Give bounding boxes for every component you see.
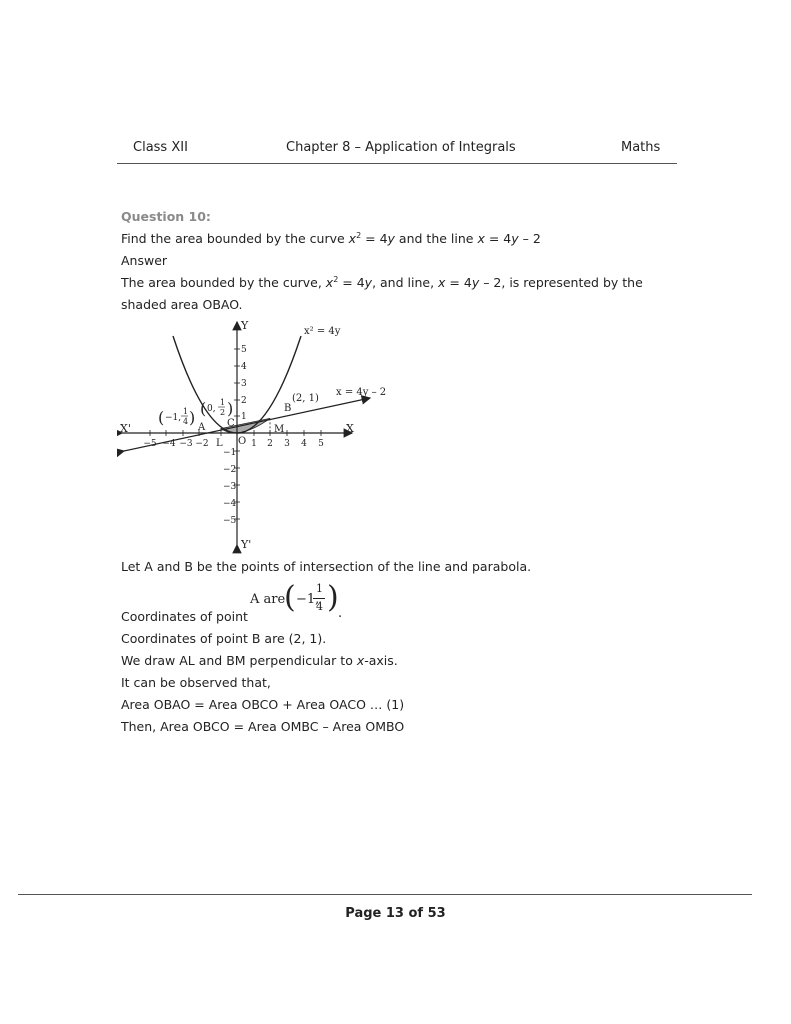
- x-tick-label: 5: [318, 439, 324, 449]
- y-tick-label: 5: [241, 345, 247, 355]
- x-tick-label: −3: [179, 439, 193, 449]
- a-coord-close: ): [189, 408, 196, 427]
- origin-label: O: [238, 436, 247, 447]
- header-class: Class XII: [133, 140, 188, 155]
- c-coord-x: 0,: [207, 404, 216, 414]
- x-tick-label: 3: [284, 439, 290, 449]
- a-coord-open: (: [158, 408, 165, 427]
- header-chapter: Chapter 8 – Application of Integrals: [286, 140, 516, 155]
- y-tick-label: −3: [223, 482, 237, 492]
- point-l-label: L: [216, 438, 223, 449]
- point-b-coord: (2, 1): [292, 393, 319, 404]
- axis-x-label: X: [346, 422, 354, 435]
- footer-divider: [18, 894, 752, 895]
- curve-label: x² = 4y: [304, 326, 341, 337]
- answer-paragraph-1-cont: shaded area OBAO.: [121, 297, 243, 312]
- header-divider: [117, 163, 677, 164]
- equation-1: Area OBAO = Area OBCO + Area OACO … (1): [121, 697, 405, 712]
- y-tick-label: 2: [241, 396, 247, 406]
- x-tick-label: −5: [143, 439, 157, 449]
- let-ab-text: Let A and B be the points of intersection of the line and parabola.: [121, 559, 532, 574]
- y-tick-label: 1: [241, 412, 247, 422]
- y-tick-label: −2: [223, 465, 237, 475]
- coord-b-text: Coordinates of point B are (2, 1).: [121, 631, 327, 646]
- a-coord-num: 1: [183, 407, 189, 416]
- answer-label: Answer: [121, 253, 168, 268]
- a-coord-x: −1,: [165, 413, 182, 423]
- axis-y-neg-label: Y': [241, 538, 252, 551]
- y-tick-label: −5: [223, 516, 237, 526]
- header-subject: Maths: [621, 140, 661, 155]
- axis-y-label: Y: [241, 319, 249, 332]
- c-coord-num: 1: [220, 398, 226, 407]
- answer-paragraph-1: The area bounded by the curve, $x^2 = 4y$, and line, x = 4y – 2, is represented by the: [121, 275, 643, 291]
- x-tick-label: 2: [267, 439, 273, 449]
- question-prompt: Find the area bounded by the curve $x^2 = 4y$ and the line x = 4y – 2: [121, 231, 541, 247]
- line-label: x = 4y – 2: [336, 387, 387, 398]
- x-tick-label: 1: [251, 439, 257, 449]
- x-tick-label: −2: [195, 439, 209, 449]
- page-number: Page 13 of 53: [345, 906, 446, 921]
- axis-x-neg-label: X': [120, 422, 131, 435]
- c-coord-close: ): [227, 399, 234, 418]
- observe-text: It can be observed that,: [121, 675, 271, 690]
- y-tick-label: −1: [223, 448, 237, 458]
- y-tick-label: 3: [241, 379, 247, 389]
- coord-a-label: Coordinates of point: [121, 609, 248, 624]
- point-c-label: C: [227, 418, 235, 429]
- c-coord-open: (: [200, 399, 207, 418]
- c-coord-den: 2: [220, 408, 226, 417]
- perpendicular-text: We draw AL and BM perpendicular to x-axis.: [121, 653, 398, 668]
- question-title: Question 10:: [121, 209, 211, 224]
- parabola-line-figure: [117, 318, 387, 554]
- y-tick-label: 4: [241, 362, 247, 372]
- a-coord-den: 4: [183, 417, 189, 426]
- x-tick-label: 4: [301, 439, 307, 449]
- y-tick-label: −4: [223, 499, 237, 509]
- point-a-label: A: [198, 422, 206, 433]
- equation-2: Then, Area OBCO = Area OMBC – Area OMBO: [121, 719, 405, 734]
- point-b-label: B: [284, 403, 292, 414]
- point-m-label: M: [274, 424, 285, 435]
- x-tick-label: −4: [162, 439, 176, 449]
